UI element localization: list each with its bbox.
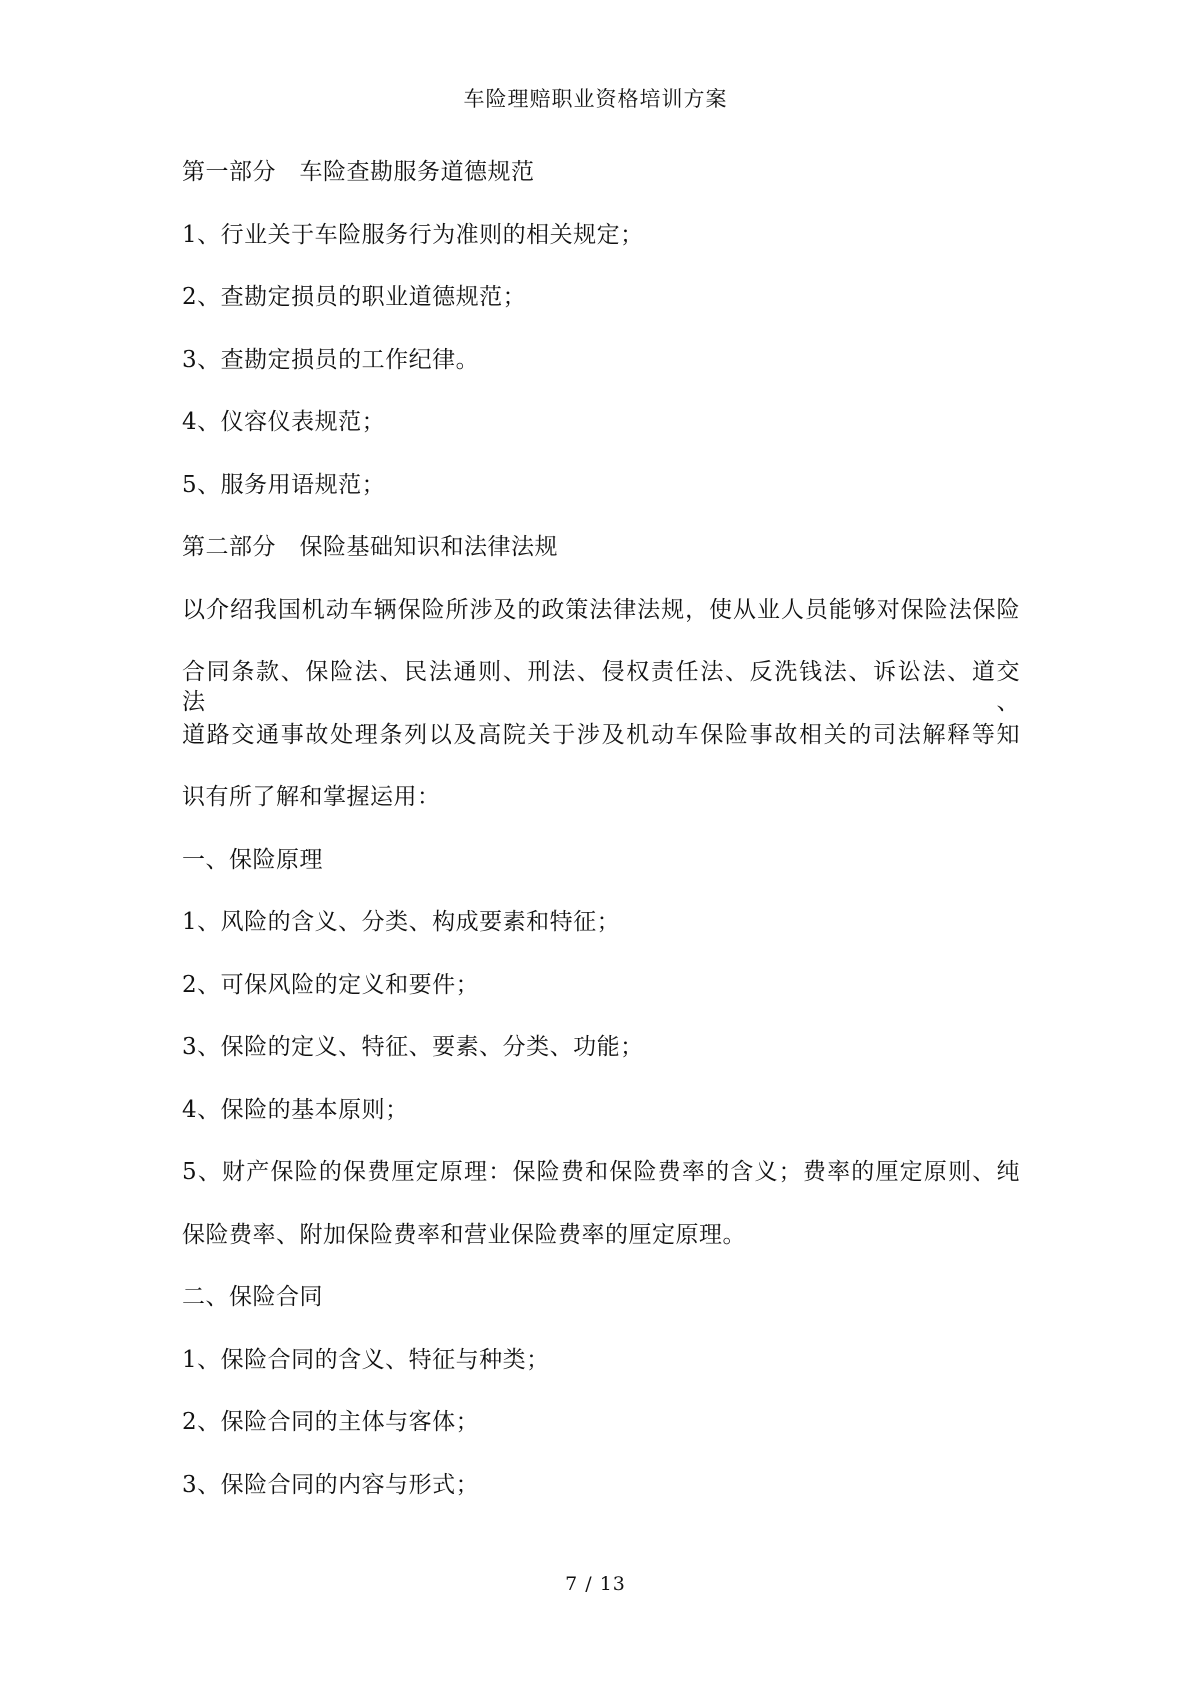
subsection-heading-insurance-contract: 二、保险合同 [182, 1284, 323, 1310]
paragraph-line: 识有所了解和掌握运用： [182, 784, 441, 810]
list-item: 3、保险的定义、特征、要素、分类、功能； [182, 1034, 644, 1060]
list-item: 5、财产保险的保费厘定原理：保险费和保险费率的含义；费率的厘定原则、纯 [182, 1159, 1020, 1185]
list-item: 4、仪容仪表规范； [182, 409, 386, 435]
list-item: 4、保险的基本原则； [182, 1096, 409, 1123]
section-heading-part-two: 第二部分 保险基础知识和法律法规 [182, 534, 558, 560]
paragraph-line: 道路交通事故处理条列以及高院关于涉及机动车保险事故相关的司法解释等知 [182, 721, 1020, 748]
list-item: 5、服务用语规范； [182, 471, 386, 498]
section-heading-part-one: 第一部分 车险查勘服务道德规范 [182, 159, 535, 185]
list-item: 2、可保风险的定义和要件； [182, 971, 480, 998]
subsection-heading-insurance-principles: 一、保险原理 [182, 846, 323, 873]
document-body [182, 157, 1020, 1532]
list-item: 2、查勘定损员的职业道德规范； [182, 284, 527, 310]
list-item: 1、行业关于车险服务行为准则的相关规定； [182, 221, 644, 248]
list-item: 3、保险合同的内容与形式； [182, 1471, 480, 1498]
list-item: 1、保险合同的含义、特征与种类； [182, 1346, 550, 1373]
paragraph-line: 合同条款、保险法、民法通则、刑法、侵权责任法、反洗钱法、诉讼法、道交法、 [182, 659, 1020, 715]
list-item-continuation: 保险费率、附加保险费率和营业保险费率的厘定原理。 [182, 1221, 746, 1248]
paragraph-line: 以介绍我国机动车辆保险所涉及的政策法律法规，使从业人员能够对保险法保险 [182, 596, 1020, 623]
list-item: 1、风险的含义、分类、构成要素和特征； [182, 909, 621, 935]
document-header-title: 车险理赔职业资格培训方案 [463, 87, 728, 111]
list-item: 3、查勘定损员的工作纪律。 [182, 346, 480, 373]
list-item: 2、保险合同的主体与客体； [182, 1409, 480, 1435]
page-number: 7 / 13 [565, 1573, 626, 1595]
